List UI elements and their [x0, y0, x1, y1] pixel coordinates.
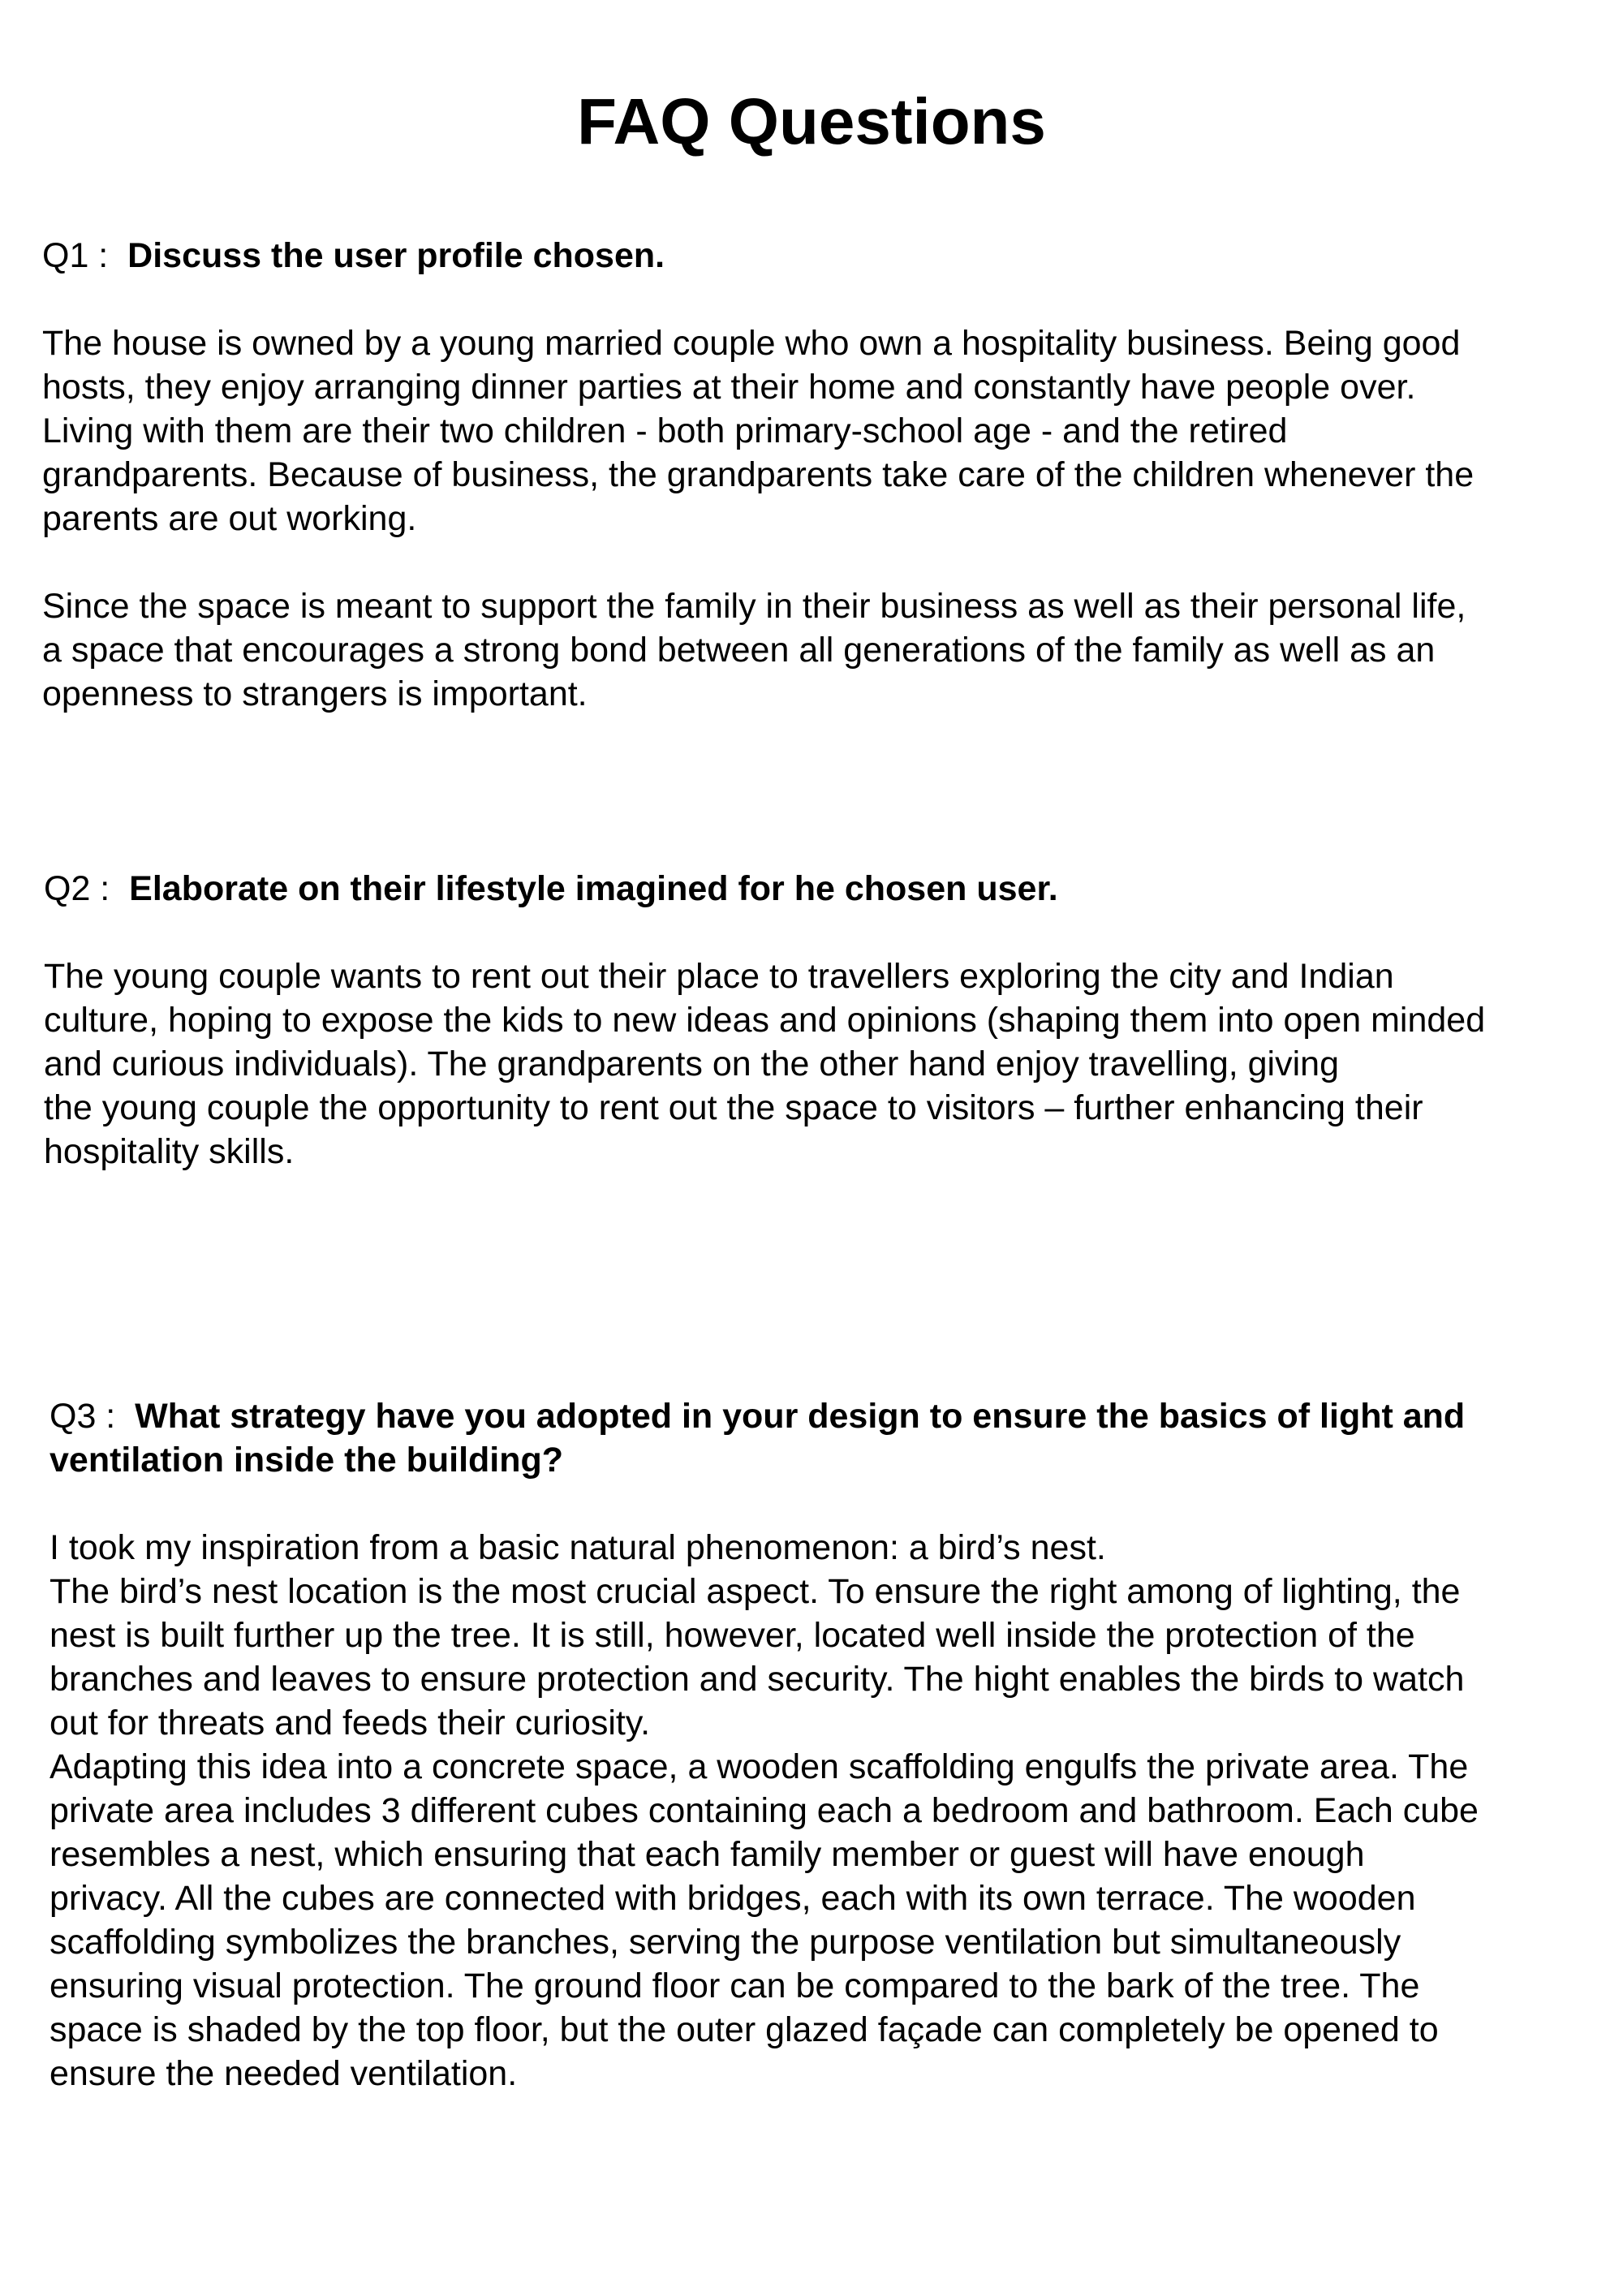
answer-line: Adapting this idea into a concrete space, a wooden scaffolding engulfs the private area. The: [50, 1747, 1469, 1786]
answer-line: grandparents. Because of business, the grandparents take care of the children whenever the: [42, 455, 1474, 494]
faq-item-q2: [44, 867, 1485, 1174]
question-line: [50, 1394, 1479, 1438]
answer-line: resembles a nest, which ensuring that each family member or guest will have enough: [50, 1835, 1365, 1874]
answer-line: The young couple wants to rent out their place to travellers exploring the city and Indian: [44, 957, 1394, 996]
faq-question: [50, 1394, 1479, 1482]
answer-line: Since the space is meant to support the family in their business as well as their personal life,: [42, 587, 1466, 626]
answer-line: private area includes 3 different cubes containing each a bedroom and bathroom. Each cube: [50, 1791, 1479, 1830]
answer-line: hospitality skills.: [44, 1132, 295, 1171]
question-number: Q1 :: [42, 236, 109, 275]
answer-line: out for threats and feeds their curiosity.: [50, 1704, 651, 1742]
answer-line: ensuring visual protection. The ground floor can be compared to the bark of the tree. The: [50, 1966, 1420, 2005]
answer-line: ensure the needed ventilation.: [50, 2054, 518, 2093]
answer-line: the young couple the opportunity to rent out the space to visitors – further enhancing their: [44, 1088, 1423, 1127]
answer-line: I took my inspiration from a basic natural phenomenon: a bird’s nest.: [50, 1528, 1106, 1567]
answer-line: openness to strangers is important.: [42, 674, 588, 713]
answer-line: culture, hoping to expose the kids to new ideas and opinions (shaping them into open minded: [44, 1001, 1486, 1040]
answer-line: a space that encourages a strong bond between all generations of the family as well as an: [42, 631, 1436, 670]
answer-line: The bird’s nest location is the most crucial aspect. To ensure the right among of lighting, the: [50, 1572, 1461, 1611]
question-number: Q2 :: [44, 869, 110, 908]
question-text: ventilation inside the building?: [50, 1441, 564, 1480]
faq-item-q1: [42, 234, 1474, 716]
question-text: Elaborate on their lifestyle imagined for he chosen user.: [129, 869, 1058, 908]
faq-item-q3: [50, 1394, 1479, 2096]
answer-line: The house is owned by a young married couple who own a hospitality business. Being good: [42, 324, 1461, 363]
answer-line: privacy. All the cubes are connected with bridges, each with its own terrace. The wooden: [50, 1879, 1416, 1918]
answer-line: Living with them are their two children - both primary-school age - and the retired: [42, 411, 1288, 450]
faq-question: [44, 867, 1485, 911]
question-number: Q3 :: [50, 1397, 116, 1436]
answer-line: and curious individuals). The grandparents on the other hand enjoy travelling, giving: [44, 1045, 1339, 1083]
answer-line: branches and leaves to ensure protection and security. The hight enables the birds to watch: [50, 1660, 1465, 1699]
answer-line: hosts, they enjoy arranging dinner parties at their home and constantly have people over.: [42, 368, 1416, 407]
question-text: What strategy have you adopted in your design to ensure the basics of light and: [135, 1397, 1466, 1436]
faq-answer: [44, 954, 1485, 1174]
answer-line: scaffolding symbolizes the branches, serving the purpose ventilation but simultaneously: [50, 1923, 1401, 1962]
answer-line: parents are out working.: [42, 499, 417, 538]
faq-answer: [50, 1526, 1479, 2096]
faq-question: [42, 234, 1474, 278]
answer-line: space is shaded by the top floor, but the outer glazed façade can completely be opened to: [50, 2010, 1439, 2049]
question-text: Discuss the user profile chosen.: [127, 236, 665, 275]
faq-answer: [42, 321, 1474, 716]
answer-line: nest is built further up the tree. It is still, however, located well inside the protection of the: [50, 1616, 1415, 1655]
page-title: FAQ Questions: [577, 85, 1046, 157]
